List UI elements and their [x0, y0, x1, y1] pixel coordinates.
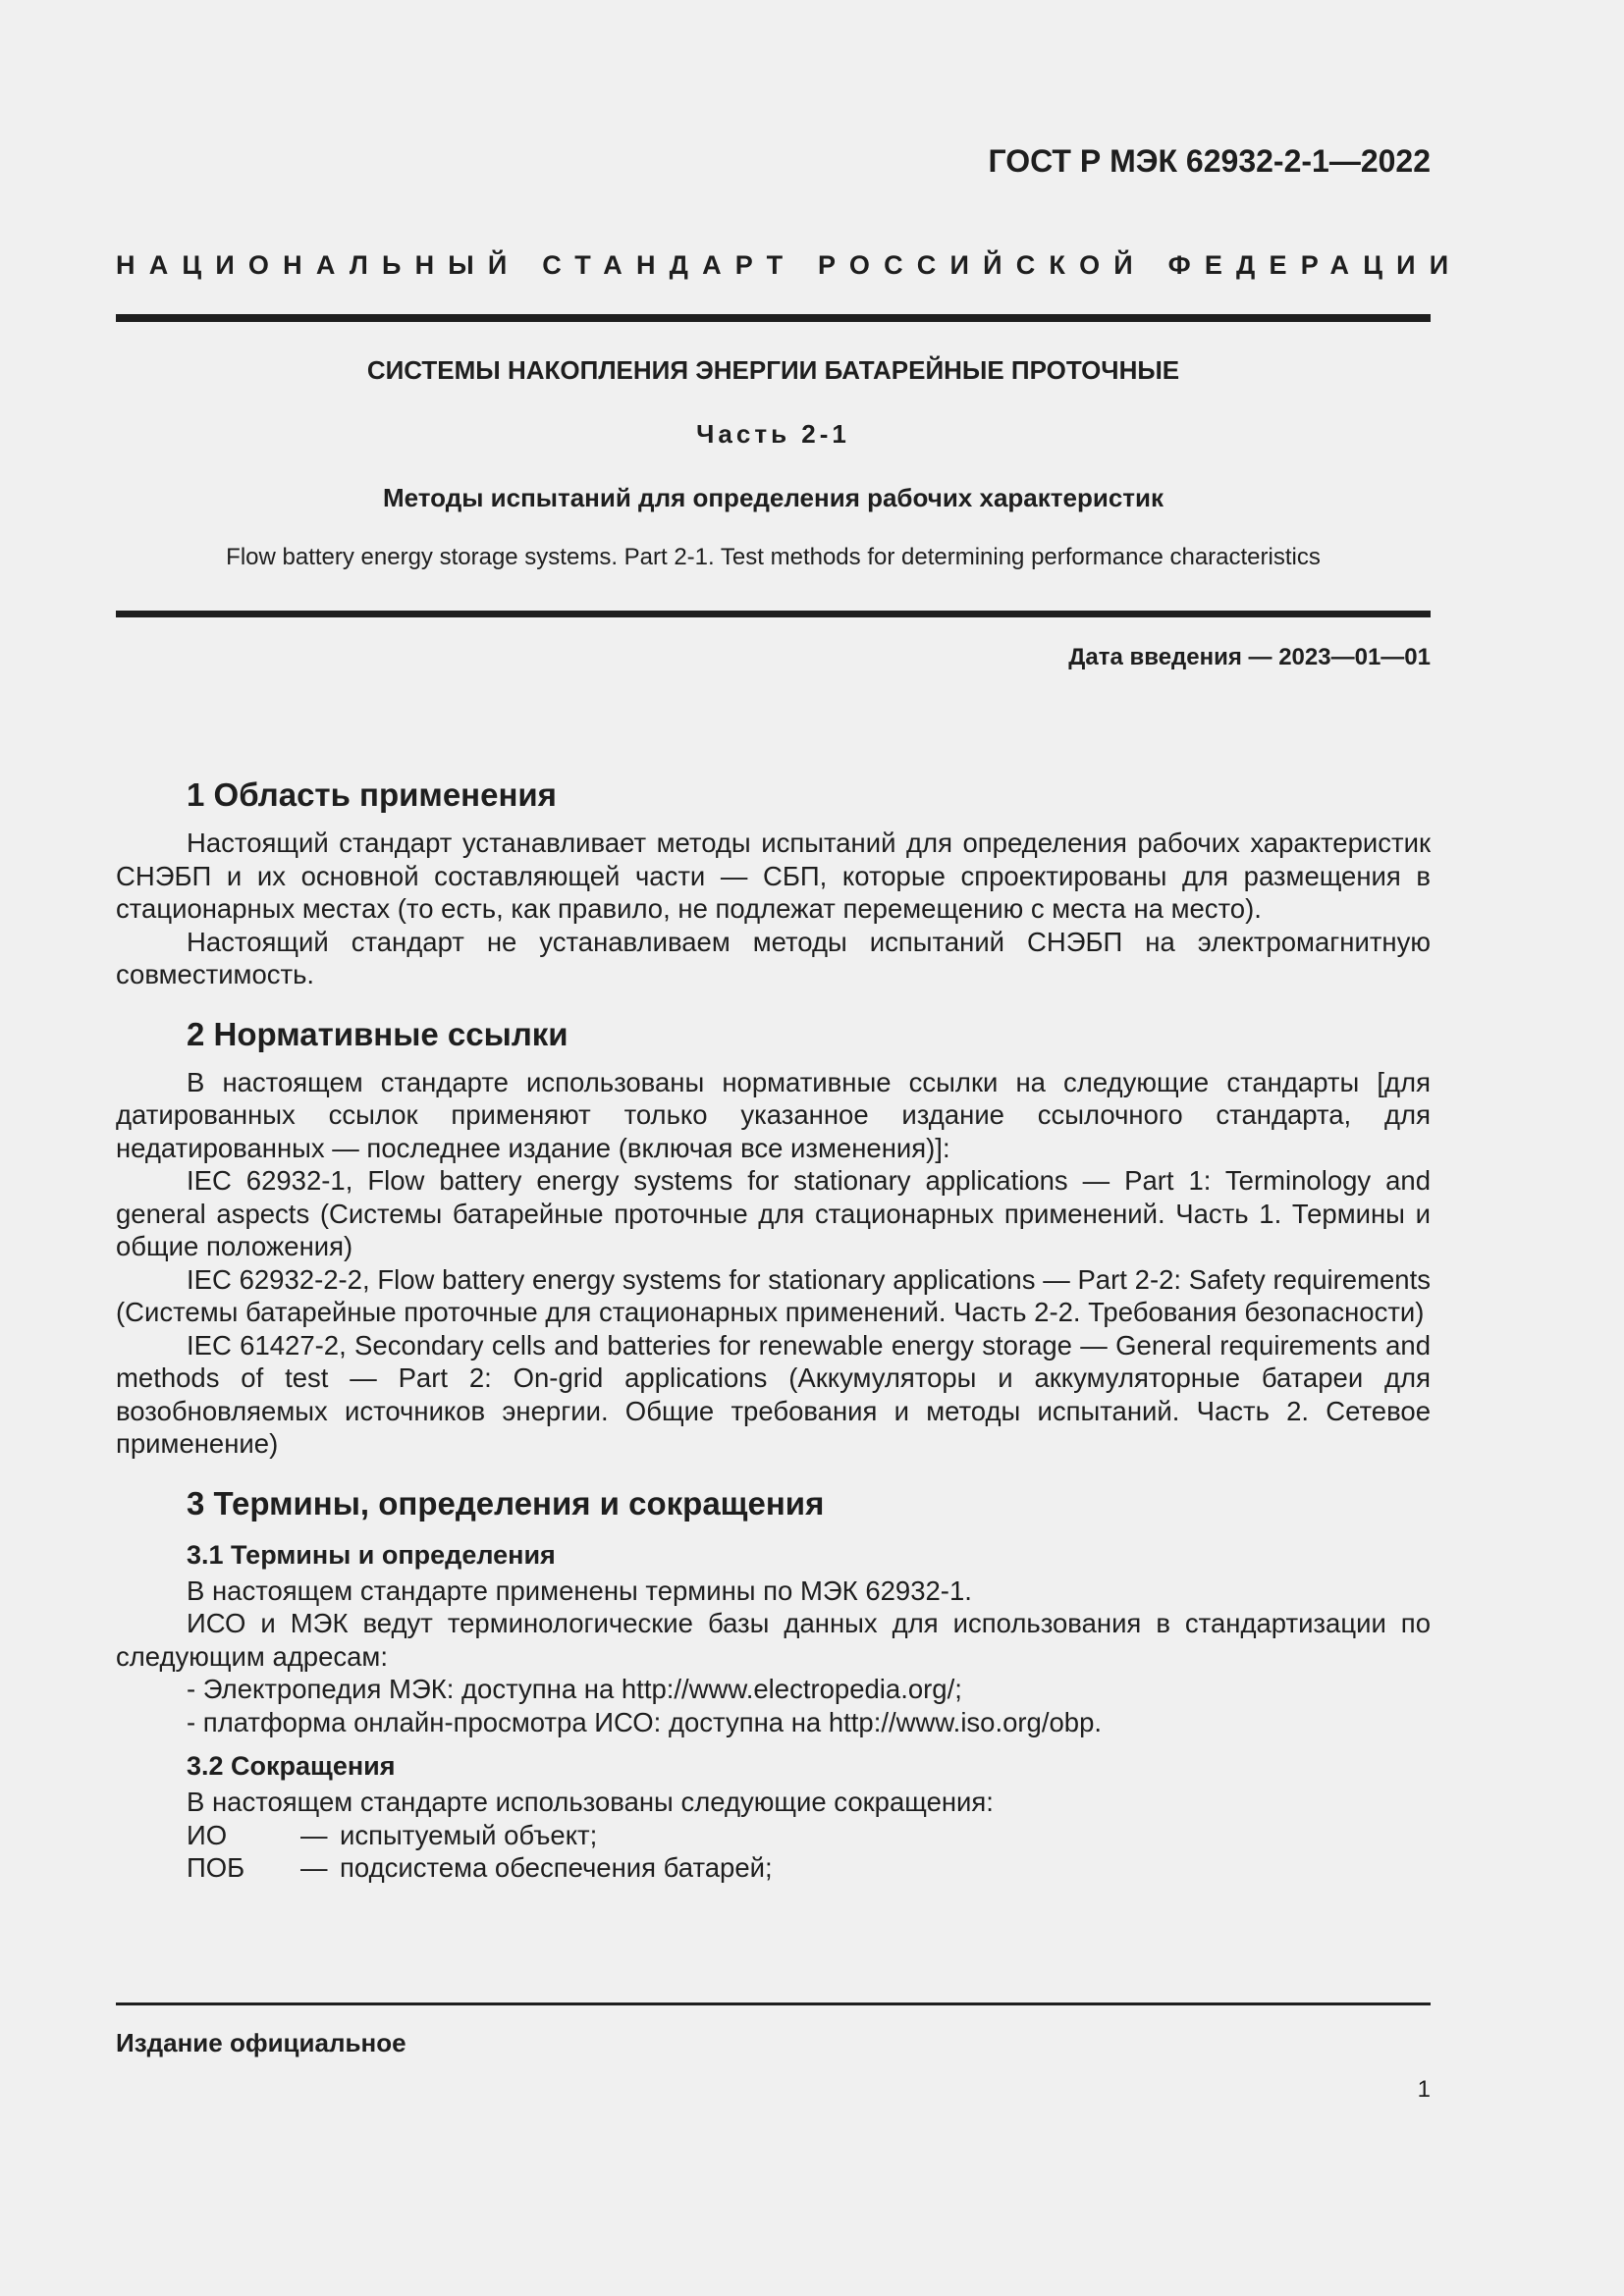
part-label: Часть 2-1: [696, 419, 850, 449]
abbreviation-dash: —: [300, 1852, 328, 1883]
abbreviation-text: подсистема обеспечения батарей;: [340, 1852, 773, 1883]
national-standard-banner: НАЦИОНАЛЬНЫЙ СТАНДАРТ РОССИЙСКОЙ ФЕДЕРАЦИИ: [116, 250, 1463, 280]
abbreviation-code: ИО: [187, 1819, 228, 1850]
section-1-paragraph: Настоящий стандарт не устанавливаем методы испытаний СНЭБП на электромагнитную совместимость.: [116, 926, 1431, 989]
document-subtitle: Методы испытаний для определения рабочих характеристик: [382, 483, 1164, 512]
section-3-heading: 3 Термины, определения и сокращения: [187, 1484, 825, 1522]
english-title: Flow battery energy storage systems. Part 2-1. Test methods for determining performance characteristics: [226, 544, 1321, 570]
abbreviation-row: [116, 1819, 1431, 1852]
section-2-paragraph: В настоящем стандарте использованы нормативные ссылки на следующие стандарты [для датированных ссылок применяют только указанное издание ссылочного стандарта, для недатированных — последнее издание (включая все изменения)]:: [116, 1066, 1431, 1163]
section-1-paragraph: Настоящий стандарт устанавливает методы испытаний для определения рабочих характеристик СНЭБП и их основной составляющей части — СБП, которые спроектированы для размещения в стационарных местах (то есть, как правило, не подлежат перемещению с места на место).: [116, 828, 1431, 924]
abbreviation-code: ПОБ: [187, 1852, 245, 1883]
subsection-3-1-heading: 3.1 Термины и определения: [187, 1539, 556, 1570]
terminology-database-item: - Электропедия МЭК: доступна на http://www.electropedia.org/;: [187, 1674, 962, 1704]
subsection-3-2-paragraph: В настоящем стандарте использованы следующие сокращения:: [187, 1787, 994, 1817]
section-2-heading: 2 Нормативные ссылки: [187, 1015, 568, 1052]
terminology-database-item: - платформа онлайн-просмотра ИСО: доступна на http://www.iso.org/obp.: [187, 1706, 1103, 1737]
abbreviation-text: испытуемый объект;: [340, 1819, 598, 1850]
document-body: [116, 772, 1431, 1885]
subsection-3-1-paragraph: В настоящем стандарте применены термины по МЭК 62932-1.: [187, 1575, 972, 1606]
title-rule: [116, 611, 1431, 617]
subsection-3-1-paragraph: ИСО и МЭК ведут терминологические базы данных для использования в стандартизации по следующим адресам:: [116, 1608, 1431, 1672]
normative-reference: IEC 62932-2-2, Flow battery energy systems for stationary applications — Part 2-2: Safety requirements (Системы батарейные проточные для стационарных применений. Часть 2-2. Требования безопасности): [116, 1263, 1431, 1327]
page-number: 1: [1417, 2076, 1431, 2103]
official-edition-label: Издание официальное: [116, 2028, 406, 2057]
section-1-heading: 1 Область применения: [187, 776, 557, 813]
introduction-date: Дата введения — 2023—01—01: [1068, 644, 1431, 670]
document-title: СИСТЕМЫ НАКОПЛЕНИЯ ЭНЕРГИИ БАТАРЕЙНЫЕ ПРОТОЧНЫЕ: [366, 355, 1180, 385]
top-rule: [116, 314, 1431, 322]
footer-rule: [116, 2002, 1431, 2005]
abbreviation-dash: —: [300, 1819, 328, 1850]
normative-reference: IEC 62932-1, Flow battery energy systems for stationary applications — Part 1: Terminology and general aspects (Системы батарейные проточные для стационарных применений. Часть 1. Термины и общие положения): [116, 1165, 1431, 1261]
subsection-3-2-heading: 3.2 Сокращения: [187, 1751, 396, 1781]
abbreviation-row: [116, 1851, 1431, 1885]
normative-reference: IEC 61427-2, Secondary cells and batteries for renewable energy storage — General requirements and methods of test — Part 2: On-grid applications (Аккумуляторы и аккумуляторные батареи для возобновляемых источников энергии. Общие требования и методы испытаний. Часть 2. Сетевое применение): [116, 1329, 1431, 1459]
standard-code: ГОСТ Р МЭК 62932-2-1—2022: [988, 143, 1431, 179]
